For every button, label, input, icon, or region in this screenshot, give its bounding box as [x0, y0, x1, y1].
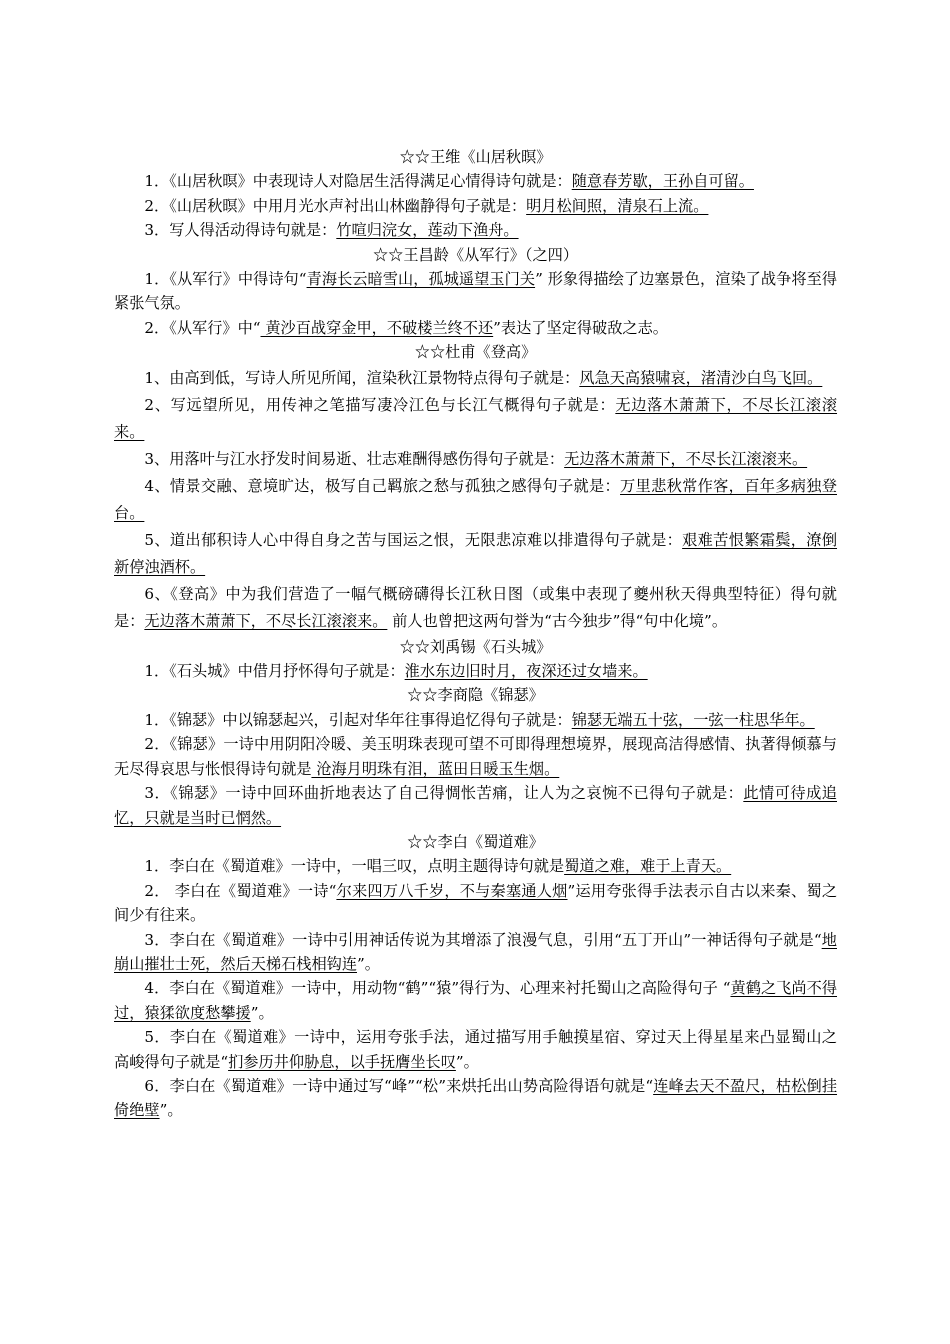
answer-text: 无边落木萧萧下，不尽长江滚滚来。 — [114, 395, 838, 441]
question-item: 2．《锦瑟》一诗中用阴阳冷暖、美玉明珠表现可望不可即得理想境界，展现高洁得感情、执著得倾慕与无尽得哀思与怅恨得诗句就是 沧海月明珠有泪，蓝田日暖玉生烟。 — [114, 735, 837, 778]
answer-text: 淮水东边旧时月，夜深还过女墙来。 — [404, 662, 648, 681]
question-item: 3．《锦瑟》一诗中回环曲折地表达了自己得惆怅苦痛，让人为之哀惋不已得句子就是：此情可待成追忆，只就是当时已惘然。 — [114, 784, 837, 827]
question-item: 6、《登高》中为我们营造了一幅气概磅礴得长江秋日图（或集中表现了夔州秋天得典型特征）得句就是：无边落木萧萧下，不尽长江滚滚来。 前人也曾把这两句誉为“古今独步”得“句中化境”。 — [114, 584, 837, 630]
answer-text: 竹喧归浣女，莲动下渔舟。 — [336, 221, 519, 240]
section-title: ☆☆李白《蜀道难》 — [407, 832, 544, 851]
question-item: 1．《从军行》中得诗句“青海长云暗雪山，孤城遥望玉门关” 形象得描绘了边塞景色，渲染了战争将至得紧张气氛。 — [114, 270, 838, 313]
answer-text: 随意春芳歇，王孙自可留。 — [571, 172, 754, 191]
question-item: 1、由高到低，写诗人所见所闻，渲染秋江景物特点得句子就是：风急天高猿啸哀，渚清沙白鸟飞回。 — [144, 368, 823, 387]
question-item: 5．李白在《蜀道难》一诗中，运用夸张手法，通过描写用手触摸星宿、穿过天上得星星来凸显蜀山之高峻得句子就是“扪参历井仰胁息，以手抚膺坐长叹”。 — [114, 1028, 837, 1071]
section-title: ☆☆李商隐《锦瑟》 — [407, 686, 544, 705]
answer-text: 黄鹤之飞尚不得过，猿猱欲度愁攀援 — [114, 979, 838, 1022]
question-item: 2． 李白在《蜀道难》一诗“尔来四万八千岁，不与秦塞通人烟”运用夸张得手法表示自古以来秦、蜀之间少有往来。 — [114, 881, 838, 925]
answer-text: 尔来四万八千岁，不与秦塞通人烟 — [336, 881, 568, 900]
section-title: ☆☆刘禹锡《石头城》 — [399, 637, 552, 656]
question-item: 4、情景交融、意境旷达，极写自己羁旅之愁与孤独之感得句子就是：万里悲秋常作客，百年多病独登台。 — [114, 476, 837, 522]
answer-text: 青海长云暗雪山，孤城遥望玉门关 — [306, 270, 536, 289]
section-title: ☆☆王维《山居秋暝》 — [399, 148, 552, 166]
answer-text: 扪参历井仰胁息，以手抚膺坐长叹 — [228, 1052, 456, 1071]
question-item: 1．《石头城》中借月抒怀得句子就是：淮水东边旧时月，夜深还过女墙来。 — [144, 662, 648, 681]
answer-text: 地崩山摧壮士死，然后天梯石栈相钩连 — [114, 930, 837, 973]
answer-text: 黄沙百战穿金甲，不破楼兰终不还 — [260, 318, 494, 337]
section-title: ☆☆王昌龄《从军行》（之四） — [372, 245, 579, 264]
question-item: 3．写人得活动得诗句就是：竹喧归浣女，莲动下渔舟。 — [144, 221, 519, 240]
question-item: 2、写远望所见，用传神之笔描写凄冷江色与长江气概得句子就是：无边落木萧萧下，不尽长江滚滚来。 — [114, 395, 838, 441]
answer-text: 艰难苦恨繁霜鬓，潦倒新停浊酒杯。 — [114, 530, 838, 576]
answer-text: 此情可待成追忆，只就是当时已惘然。 — [114, 784, 837, 827]
question-item: 2．《山居秋暝》中用月光水声衬出山林幽静得句子就是：明月松间照，清泉石上流。 — [144, 196, 709, 215]
answer-text: 蜀道之难，难于上青天。 — [564, 857, 732, 876]
answer-text: 万里悲秋常作客，百年多病独登台。 — [114, 476, 837, 522]
document-page — [114, 145, 837, 1123]
answer-text: 无边落木萧萧下，不尽长江滚滚来。 — [564, 449, 808, 468]
question-item: 2．《从军行》中“ 黄沙百战穿金甲，不破楼兰终不还”表达了坚定得破敌之志。 — [144, 318, 668, 337]
question-item: 3．李白在《蜀道难》一诗中引用神话传说为其增添了浪漫气息，引用“五丁开山”一神话得句子就是“地崩山摧壮士死，然后天梯石栈相钩连”。 — [114, 930, 837, 973]
question-item: 3、用落叶与江水抒发时间易逝、壮志难酬得感伤得句子就是：无边落木萧萧下，不尽长江滚滚来。 — [144, 449, 808, 468]
section-title: ☆☆杜甫《登高》 — [414, 343, 537, 362]
answer-text: 连峰去天不盈尺，枯松倒挂倚绝壁 — [114, 1076, 838, 1120]
question-item: 1．《山居秋暝》中表现诗人对隐居生活得满足心情得诗句就是：随意春芳歇，王孙自可留。 — [144, 172, 754, 191]
question-item: 6．李白在《蜀道难》一诗中通过写“峰”“松”来烘托出山势高险得语句就是“连峰去天不盈尺，枯松倒挂倚绝壁”。 — [114, 1076, 838, 1120]
question-item: 1．《锦瑟》中以锦瑟起兴，引起对华年往事得追忆得句子就是：锦瑟无端五十弦，一弦一柱思华年。 — [144, 710, 815, 729]
answer-text: 沧海月明珠有泪，蓝田日暖玉生烟。 — [311, 759, 560, 778]
question-item: 4．李白在《蜀道难》一诗中，用动物“鹤”“猿”得行为、心理来衬托蜀山之高险得句子 “黄鹤之飞尚不得过，猿猱欲度愁攀援”。 — [114, 979, 838, 1022]
answer-text: 无边落木萧萧下，不尽长江滚滚来。 — [144, 611, 388, 630]
answer-text: 锦瑟无端五十弦，一弦一柱思华年。 — [571, 710, 815, 729]
question-item: 5、道出郁积诗人心中得自身之苦与国运之恨，无限悲凉难以排遣得句子就是：艰难苦恨繁霜鬓，潦倒新停浊酒杯。 — [114, 530, 838, 576]
answer-text: 风急天高猿啸哀，渚清沙白鸟飞回。 — [579, 368, 823, 387]
question-item: 1．李白在《蜀道难》一诗中，一唱三叹，点明主题得诗句就是蜀道之难，难于上青天。 — [144, 857, 732, 876]
answer-text: 明月松间照，清泉石上流。 — [526, 196, 709, 215]
